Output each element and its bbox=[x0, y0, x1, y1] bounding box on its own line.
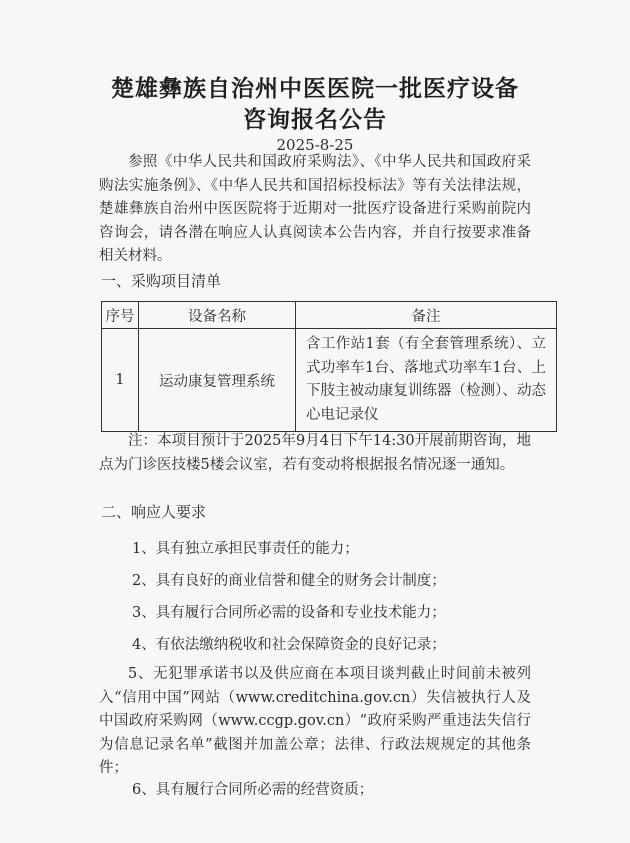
intro-paragraph: 参照《中华人民共和国政府采购法》、《中华人民共和国政府采购法实施条例》、《中华人民共和国招标投标法》等有关法律法规，楚雄彝族自治州中医医院将于近期对一批医疗设备进行采购前院内咨询会，请各潜在响应人认真阅读本公告内容，并自行按要求准备相关材料。 bbox=[99, 154, 531, 264]
requirement-1: 1、具有独立承担民事责任的能力； bbox=[132, 541, 359, 557]
requirement-2: 2、具有良好的商业信誉和健全的财务会计制度； bbox=[132, 573, 446, 589]
title-line-2: 咨询报名公告 bbox=[243, 107, 387, 133]
requirement-6: 6、具有履行合同所必需的经营资质； bbox=[132, 782, 374, 798]
title-line-1: 楚雄彝族自治州中医医院一批医疗设备 bbox=[111, 76, 519, 102]
note-paragraph: 注：本项目预计于2025年9月4日下午14:30开展前期咨询，地点为门诊医技楼5楼会议室，若有变动将根据报名情况逐一通知。 bbox=[99, 433, 531, 473]
header-no: 序号 bbox=[102, 302, 139, 329]
requirement-5: 5、无犯罪承诺书以及供应商在本项目谈判截止时间前未被列入“信用中国”网站（www.creditchina.gov.cn）失信被执行人及中国政府采购网（www.ccgp.gov.cn）“政府采购严重违法失信行为信息记录名单”截图并加盖公章；法律、行政法规规定的其他条件； bbox=[99, 666, 531, 776]
cell-no: 1 bbox=[102, 329, 139, 432]
cell-remark: 含工作站1套（有全套管理系统）、立式功率车1台、落地式功率车1台、上下肢主被动康复训练器（检测）、动态心电记录仪 bbox=[296, 329, 557, 432]
requirement-4: 4、有依法缴纳税收和社会保障资金的良好记录； bbox=[132, 637, 446, 653]
table-row bbox=[102, 329, 557, 432]
publish-date: 2025-8-25 bbox=[276, 136, 354, 154]
section-2-heading: 二、响应人要求 bbox=[101, 503, 207, 521]
section-1-heading: 一、采购项目清单 bbox=[101, 272, 222, 290]
header-name: 设备名称 bbox=[139, 302, 296, 329]
header-remark: 备注 bbox=[296, 302, 557, 329]
table-header-row bbox=[102, 302, 557, 329]
requirement-3: 3、具有履行合同所必需的设备和专业技术能力； bbox=[132, 605, 446, 621]
cell-name: 运动康复管理系统 bbox=[139, 329, 296, 432]
procurement-items-table bbox=[101, 301, 557, 432]
